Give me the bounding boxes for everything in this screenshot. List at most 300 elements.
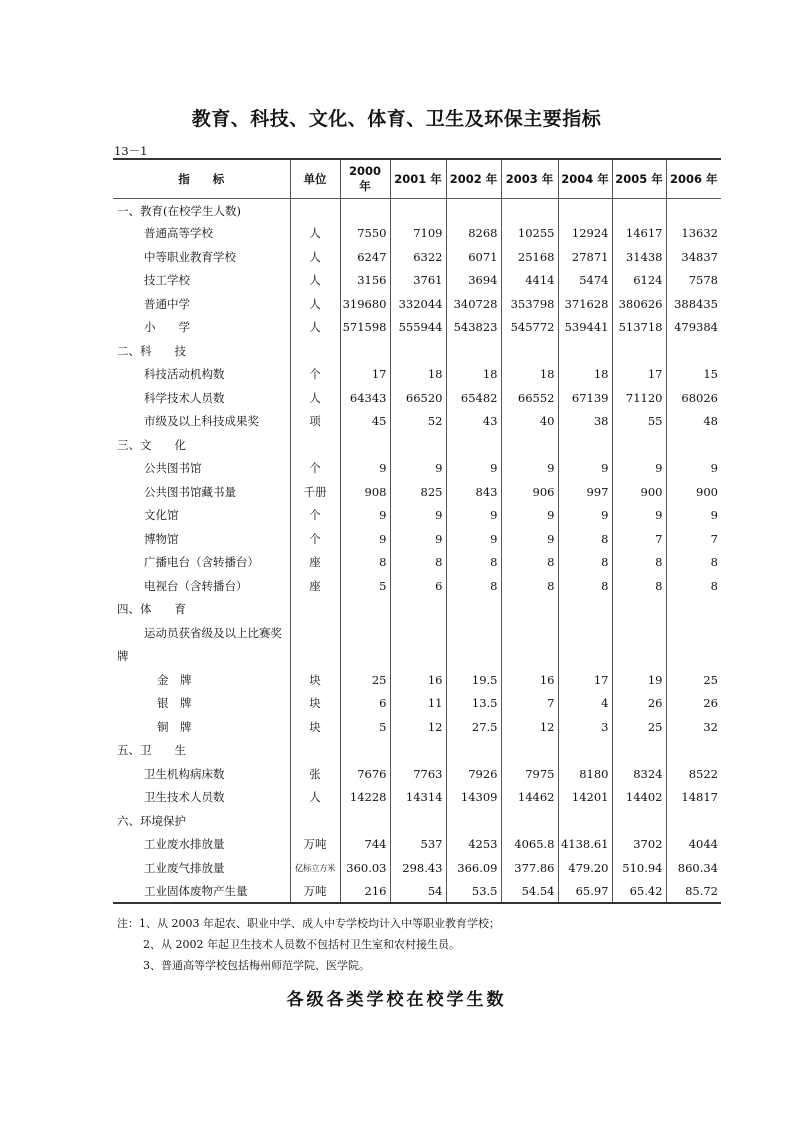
cell-value: 997 (558, 480, 612, 504)
cell-value (612, 433, 666, 457)
row-unit: 人 (290, 786, 340, 810)
cell-value: 65.42 (612, 880, 666, 904)
cell-value (390, 621, 446, 645)
cell-value: 9 (390, 504, 446, 528)
row-unit: 张 (290, 762, 340, 786)
cell-value: 843 (446, 480, 501, 504)
row-unit (290, 598, 340, 622)
section-row (113, 598, 721, 622)
cell-value: 7 (666, 527, 721, 551)
cell-value (446, 598, 501, 622)
cell-value (446, 645, 501, 669)
cell-value: 543823 (446, 316, 501, 340)
row-label: 科学技术人员数 (144, 390, 225, 405)
cell-value (501, 198, 558, 222)
cell-value: 9 (446, 504, 501, 528)
cell-value (666, 645, 721, 669)
cell-value: 4414 (501, 269, 558, 293)
cell-value: 510.94 (612, 856, 666, 880)
cell-value: 8 (666, 574, 721, 598)
table-row (113, 504, 721, 528)
cell-value: 4138.61 (558, 833, 612, 857)
cell-value: 13.5 (446, 692, 501, 716)
cell-value: 19.5 (446, 668, 501, 692)
cell-value: 27.5 (446, 715, 501, 739)
cell-value: 6 (340, 692, 390, 716)
cell-value: 6247 (340, 245, 390, 269)
row-unit: 块 (290, 668, 340, 692)
cell-value: 7550 (340, 222, 390, 246)
cell-value: 8180 (558, 762, 612, 786)
row-unit: 万吨 (290, 833, 340, 857)
cell-value (340, 433, 390, 457)
cell-value: 8268 (446, 222, 501, 246)
cell-value: 31438 (612, 245, 666, 269)
table-row (113, 386, 721, 410)
row-label: 广播电台（含转播台） (144, 555, 259, 570)
cell-value: 744 (340, 833, 390, 857)
next-section-title: 各级各类学校在校学生数 (286, 990, 507, 1010)
header-year: 2000 年 (340, 159, 390, 198)
row-unit: 块 (290, 692, 340, 716)
cell-value: 17 (612, 363, 666, 387)
header-year: 2005 年 (612, 159, 666, 198)
row-unit: 座 (290, 574, 340, 598)
cell-value (390, 739, 446, 763)
cell-value: 353798 (501, 292, 558, 316)
cell-value: 66520 (390, 386, 446, 410)
cell-value: 19 (612, 668, 666, 692)
cell-value (340, 598, 390, 622)
row-label: 电视台（含转播台） (144, 578, 248, 593)
cell-value: 380626 (612, 292, 666, 316)
row-unit: 万吨 (290, 880, 340, 904)
cell-value: 54.54 (501, 880, 558, 904)
row-label: 卫生技术人员数 (144, 790, 225, 805)
row-unit: 个 (290, 457, 340, 481)
cell-value: 8324 (612, 762, 666, 786)
cell-value: 8 (558, 527, 612, 551)
table-row (113, 715, 721, 739)
cell-value: 26 (612, 692, 666, 716)
cell-value: 908 (340, 480, 390, 504)
cell-value: 4253 (446, 833, 501, 857)
cell-value (501, 433, 558, 457)
cell-value (446, 739, 501, 763)
cell-value: 479384 (666, 316, 721, 340)
row-label: 银 牌 (157, 696, 192, 711)
row-label: 博物馆 (144, 531, 179, 546)
section-row (113, 809, 721, 833)
cell-value (501, 809, 558, 833)
cell-value: 6124 (612, 269, 666, 293)
cell-value: 479.20 (558, 856, 612, 880)
cell-value (612, 339, 666, 363)
cell-value: 9 (558, 457, 612, 481)
cell-value: 900 (612, 480, 666, 504)
cell-value: 65482 (446, 386, 501, 410)
table-row (113, 574, 721, 598)
row-label: 六、环境保护 (117, 813, 186, 828)
row-unit: 人 (290, 292, 340, 316)
table-number: 13－1 (114, 144, 148, 158)
cell-value: 8 (340, 551, 390, 575)
cell-value: 27871 (558, 245, 612, 269)
cell-value: 34837 (666, 245, 721, 269)
cell-value: 25 (666, 668, 721, 692)
table-row (113, 856, 721, 880)
cell-value (446, 198, 501, 222)
cell-value (558, 621, 612, 645)
cell-value: 8 (446, 551, 501, 575)
cell-value: 9 (390, 527, 446, 551)
cell-value: 11 (390, 692, 446, 716)
cell-value: 6 (390, 574, 446, 598)
cell-value (501, 621, 558, 645)
cell-value (390, 339, 446, 363)
row-unit: 个 (290, 504, 340, 528)
cell-value: 3702 (612, 833, 666, 857)
indicators-table (113, 158, 721, 904)
row-label: 小 学 (144, 320, 190, 335)
header-year: 2004 年 (558, 159, 612, 198)
cell-value: 3761 (390, 269, 446, 293)
cell-value: 18 (558, 363, 612, 387)
table-row (113, 269, 721, 293)
cell-value (612, 598, 666, 622)
row-unit (290, 433, 340, 457)
row-label: 技工学校 (144, 273, 190, 288)
cell-value: 6322 (390, 245, 446, 269)
cell-value (666, 739, 721, 763)
table-row (113, 457, 721, 481)
note-2: 2、从 2002 年起卫生技术人员数不包括村卫生室和农村接生员。 (143, 938, 460, 951)
row-label: 四、体 育 (117, 602, 186, 617)
cell-value: 13632 (666, 222, 721, 246)
table-row (113, 668, 721, 692)
section-row (113, 433, 721, 457)
cell-value: 8 (612, 551, 666, 575)
cell-value: 12924 (558, 222, 612, 246)
cell-value: 537 (390, 833, 446, 857)
cell-value: 14462 (501, 786, 558, 810)
cell-value: 332044 (390, 292, 446, 316)
row-unit: 人 (290, 386, 340, 410)
cell-value: 216 (340, 880, 390, 904)
cell-value: 26 (666, 692, 721, 716)
cell-value: 9 (501, 457, 558, 481)
cell-value: 7763 (390, 762, 446, 786)
cell-value: 9 (446, 527, 501, 551)
row-label: 公共图书馆 (144, 461, 202, 476)
table-body (113, 198, 721, 903)
cell-value: 14309 (446, 786, 501, 810)
cell-value (612, 645, 666, 669)
cell-value (390, 645, 446, 669)
cell-value: 9 (446, 457, 501, 481)
table-row (113, 786, 721, 810)
cell-value: 9 (390, 457, 446, 481)
cell-value: 9 (501, 504, 558, 528)
table-row (113, 762, 721, 786)
cell-value: 298.43 (390, 856, 446, 880)
cell-value: 9 (501, 527, 558, 551)
cell-value: 9 (612, 504, 666, 528)
cell-value: 45 (340, 410, 390, 434)
cell-value: 7926 (446, 762, 501, 786)
cell-value: 513718 (612, 316, 666, 340)
cell-value (558, 198, 612, 222)
cell-value (340, 645, 390, 669)
note-1: 注：1、从 2003 年起农、职业中学、成人中专学校均计入中等职业教育学校； (117, 917, 500, 930)
cell-value (612, 198, 666, 222)
cell-value: 3694 (446, 269, 501, 293)
table-row (113, 551, 721, 575)
cell-value: 17 (340, 363, 390, 387)
cell-value (340, 198, 390, 222)
cell-value: 16 (501, 668, 558, 692)
row-label: 牌 (117, 649, 129, 664)
cell-value: 14201 (558, 786, 612, 810)
cell-value: 10255 (501, 222, 558, 246)
cell-value: 38 (558, 410, 612, 434)
cell-value: 7 (612, 527, 666, 551)
cell-value (446, 339, 501, 363)
row-label: 运动员获省级及以上比赛奖 (144, 625, 282, 640)
cell-value: 8 (558, 551, 612, 575)
row-label: 工业废气排放量 (144, 860, 225, 875)
cell-value: 14617 (612, 222, 666, 246)
header-year: 2001 年 (390, 159, 446, 198)
row-label: 一、教育(在校学生人数) (117, 204, 241, 218)
cell-value: 555944 (390, 316, 446, 340)
table-row (113, 833, 721, 857)
cell-value: 14228 (340, 786, 390, 810)
row-unit: 座 (290, 551, 340, 575)
cell-value: 3 (558, 715, 612, 739)
cell-value: 906 (501, 480, 558, 504)
table-row (113, 480, 721, 504)
row-label: 市级及以上科技成果奖 (144, 414, 259, 429)
cell-value: 32 (666, 715, 721, 739)
row-label: 工业固体废物产生量 (113, 880, 290, 904)
table-row (113, 645, 721, 669)
cell-value: 7109 (390, 222, 446, 246)
cell-value (558, 739, 612, 763)
cell-value: 85.72 (666, 880, 721, 904)
row-unit: 人 (290, 245, 340, 269)
cell-value: 9 (666, 504, 721, 528)
header-unit: 单位 (290, 159, 340, 198)
row-unit (290, 645, 340, 669)
cell-value: 53.5 (446, 880, 501, 904)
cell-value (666, 198, 721, 222)
cell-value: 16 (390, 668, 446, 692)
row-label: 二、科 技 (117, 343, 186, 358)
cell-value: 377.86 (501, 856, 558, 880)
table-row (113, 222, 721, 246)
cell-value: 66552 (501, 386, 558, 410)
cell-value (501, 598, 558, 622)
cell-value: 9 (666, 457, 721, 481)
cell-value: 8 (558, 574, 612, 598)
cell-value: 7676 (340, 762, 390, 786)
cell-value: 7578 (666, 269, 721, 293)
cell-value: 25 (612, 715, 666, 739)
row-unit (290, 809, 340, 833)
row-unit (290, 621, 340, 645)
row-unit: 人 (290, 222, 340, 246)
row-unit: 块 (290, 715, 340, 739)
cell-value: 14817 (666, 786, 721, 810)
cell-value (340, 339, 390, 363)
table-row (113, 316, 721, 340)
cell-value: 3156 (340, 269, 390, 293)
table-row (113, 527, 721, 551)
cell-value: 12 (390, 715, 446, 739)
cell-value: 4044 (666, 833, 721, 857)
row-unit (290, 339, 340, 363)
cell-value: 366.09 (446, 856, 501, 880)
note-3: 3、普通高等学校包括梅州师范学院、医学院。 (143, 959, 370, 972)
table-row (113, 292, 721, 316)
table-row (113, 880, 721, 904)
header-indicator: 指 标 (113, 159, 290, 198)
cell-value: 65.97 (558, 880, 612, 904)
row-label: 卫生机构病床数 (144, 766, 225, 781)
row-unit: 亿标立方米 (290, 856, 340, 880)
cell-value: 8 (390, 551, 446, 575)
table-row (113, 410, 721, 434)
cell-value: 6071 (446, 245, 501, 269)
cell-value (612, 809, 666, 833)
cell-value: 17 (558, 668, 612, 692)
cell-value (340, 809, 390, 833)
row-unit: 千册 (290, 480, 340, 504)
cell-value (340, 621, 390, 645)
cell-value (612, 739, 666, 763)
cell-value: 860.34 (666, 856, 721, 880)
row-label: 文化馆 (144, 508, 179, 523)
cell-value: 14314 (390, 786, 446, 810)
cell-value: 8522 (666, 762, 721, 786)
cell-value: 15 (666, 363, 721, 387)
cell-value: 8 (501, 551, 558, 575)
row-label: 普通高等学校 (144, 226, 213, 241)
cell-value (666, 621, 721, 645)
row-label: 金 牌 (157, 672, 192, 687)
section-row (113, 198, 721, 222)
cell-value: 9 (340, 527, 390, 551)
row-label: 铜 牌 (157, 719, 192, 734)
cell-value (501, 739, 558, 763)
cell-value: 4 (558, 692, 612, 716)
row-unit: 人 (290, 269, 340, 293)
cell-value: 18 (446, 363, 501, 387)
cell-value: 545772 (501, 316, 558, 340)
cell-value: 67139 (558, 386, 612, 410)
row-label: 五、卫 生 (117, 743, 186, 758)
cell-value: 319680 (340, 292, 390, 316)
cell-value: 71120 (612, 386, 666, 410)
cell-value: 4065.8 (501, 833, 558, 857)
table-row (113, 245, 721, 269)
table-row (113, 363, 721, 387)
row-unit (290, 198, 340, 222)
cell-value (666, 598, 721, 622)
cell-value: 340728 (446, 292, 501, 316)
cell-value (666, 809, 721, 833)
cell-value: 12 (501, 715, 558, 739)
cell-value: 900 (666, 480, 721, 504)
row-label: 工业废水排放量 (144, 837, 225, 852)
cell-value (390, 433, 446, 457)
cell-value (666, 339, 721, 363)
cell-value: 9 (340, 457, 390, 481)
section-row (113, 339, 721, 363)
cell-value: 64343 (340, 386, 390, 410)
cell-value (446, 809, 501, 833)
cell-value (558, 645, 612, 669)
cell-value: 9 (558, 504, 612, 528)
cell-value: 40 (501, 410, 558, 434)
cell-value: 18 (390, 363, 446, 387)
row-unit (290, 739, 340, 763)
row-label: 中等职业教育学校 (144, 249, 236, 264)
cell-value: 825 (390, 480, 446, 504)
cell-value: 43 (446, 410, 501, 434)
row-unit: 个 (290, 527, 340, 551)
section-row (113, 739, 721, 763)
row-label: 三、文 化 (117, 437, 186, 452)
cell-value (446, 621, 501, 645)
cell-value (390, 198, 446, 222)
cell-value: 5 (340, 715, 390, 739)
cell-value: 388435 (666, 292, 721, 316)
table-row (113, 692, 721, 716)
cell-value: 371628 (558, 292, 612, 316)
cell-value: 7975 (501, 762, 558, 786)
cell-value: 14402 (612, 786, 666, 810)
cell-value: 54 (390, 880, 446, 904)
cell-value (666, 433, 721, 457)
header-year: 2002 年 (446, 159, 501, 198)
cell-value: 8 (666, 551, 721, 575)
cell-value (501, 339, 558, 363)
cell-value: 571598 (340, 316, 390, 340)
row-unit: 项 (290, 410, 340, 434)
cell-value (558, 809, 612, 833)
row-unit: 人 (290, 316, 340, 340)
cell-value (390, 809, 446, 833)
cell-value (558, 598, 612, 622)
cell-value: 9 (612, 457, 666, 481)
cell-value: 9 (340, 504, 390, 528)
row-label: 普通中学 (144, 296, 190, 311)
cell-value (558, 339, 612, 363)
cell-value: 360.03 (340, 856, 390, 880)
cell-value: 7 (501, 692, 558, 716)
cell-value: 5474 (558, 269, 612, 293)
cell-value: 5 (340, 574, 390, 598)
row-label: 科技活动机构数 (144, 367, 225, 382)
page-title: 教育、科技、文化、体育、卫生及环保主要指标 (191, 108, 602, 130)
header-row (113, 159, 721, 198)
cell-value (612, 621, 666, 645)
cell-value: 8 (612, 574, 666, 598)
cell-value (558, 433, 612, 457)
notes (117, 913, 500, 976)
